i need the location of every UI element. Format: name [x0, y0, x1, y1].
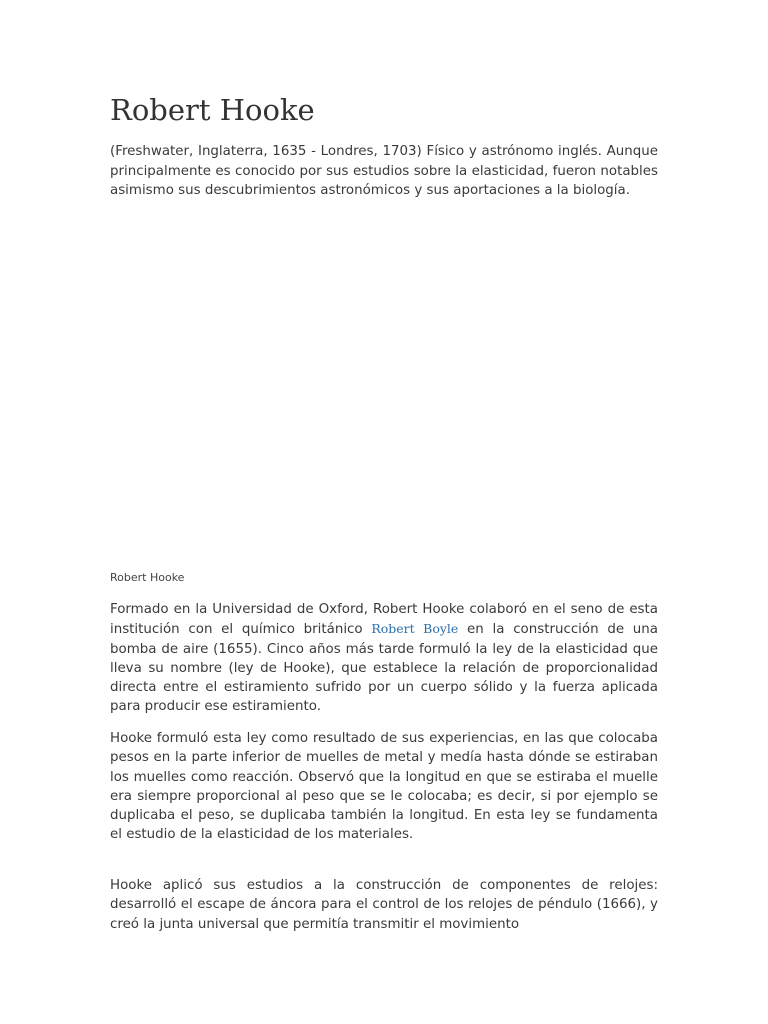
- paragraph-clocks: Hooke aplicó sus estudios a la construcción de componentes de relojes: desarrolló el escape de áncora para el control de los relojes de péndulo (1666), y creó la junta universal que permitía transmitir el movimiento: [110, 878, 658, 932]
- page-title: Robert Hooke: [110, 93, 315, 127]
- intro-paragraph: (Freshwater, Inglaterra, 1635 - Londres, 1703) Físico y astrónomo inglés. Aunque principalmente es conocido por sus estudios sobre la elasticidad, fueron notables asimismo sus descubrimientos astronómicos y sus aportaciones a la biología.: [110, 144, 658, 199]
- paragraph-oxford: [110, 600, 658, 717]
- image-caption: Robert Hooke: [110, 571, 185, 584]
- portrait-image-placeholder: [110, 232, 658, 562]
- paragraph-hooke-law: Hooke formuló esta ley como resultado de sus experiencias, en las que colocaba pesos en la parte inferior de muelles de metal y medía hasta dónde se estiraban los muelles como reacción. Observó que la longitud en que se estiraba el muelle era siempre proporcional al peso que se le colocaba; es decir, si por ejemplo se duplicaba el peso, se duplicaba también la longitud. En esta ley se fundamenta el estudio de la elasticidad de los materiales.: [110, 731, 658, 843]
- robert-boyle-link[interactable]: Robert Boyle: [371, 621, 459, 637]
- paragraph-oxford-text-end: en la construcción de una bomba de aire (1655). Cinco años más tarde formuló la ley de la elasticidad que lleva su nombre (ley de Hooke), que establece la relación de proporcionalidad directa entre el estiramiento sufrido por un cuerpo sólido y la fuerza aplicada para producir ese estiramiento.: [110, 622, 658, 715]
- paragraph-oxford-text-start: Formado en la Universidad de Oxford, Robert Hooke colaboró en el seno de esta institución con el químico británico: [110, 602, 658, 638]
